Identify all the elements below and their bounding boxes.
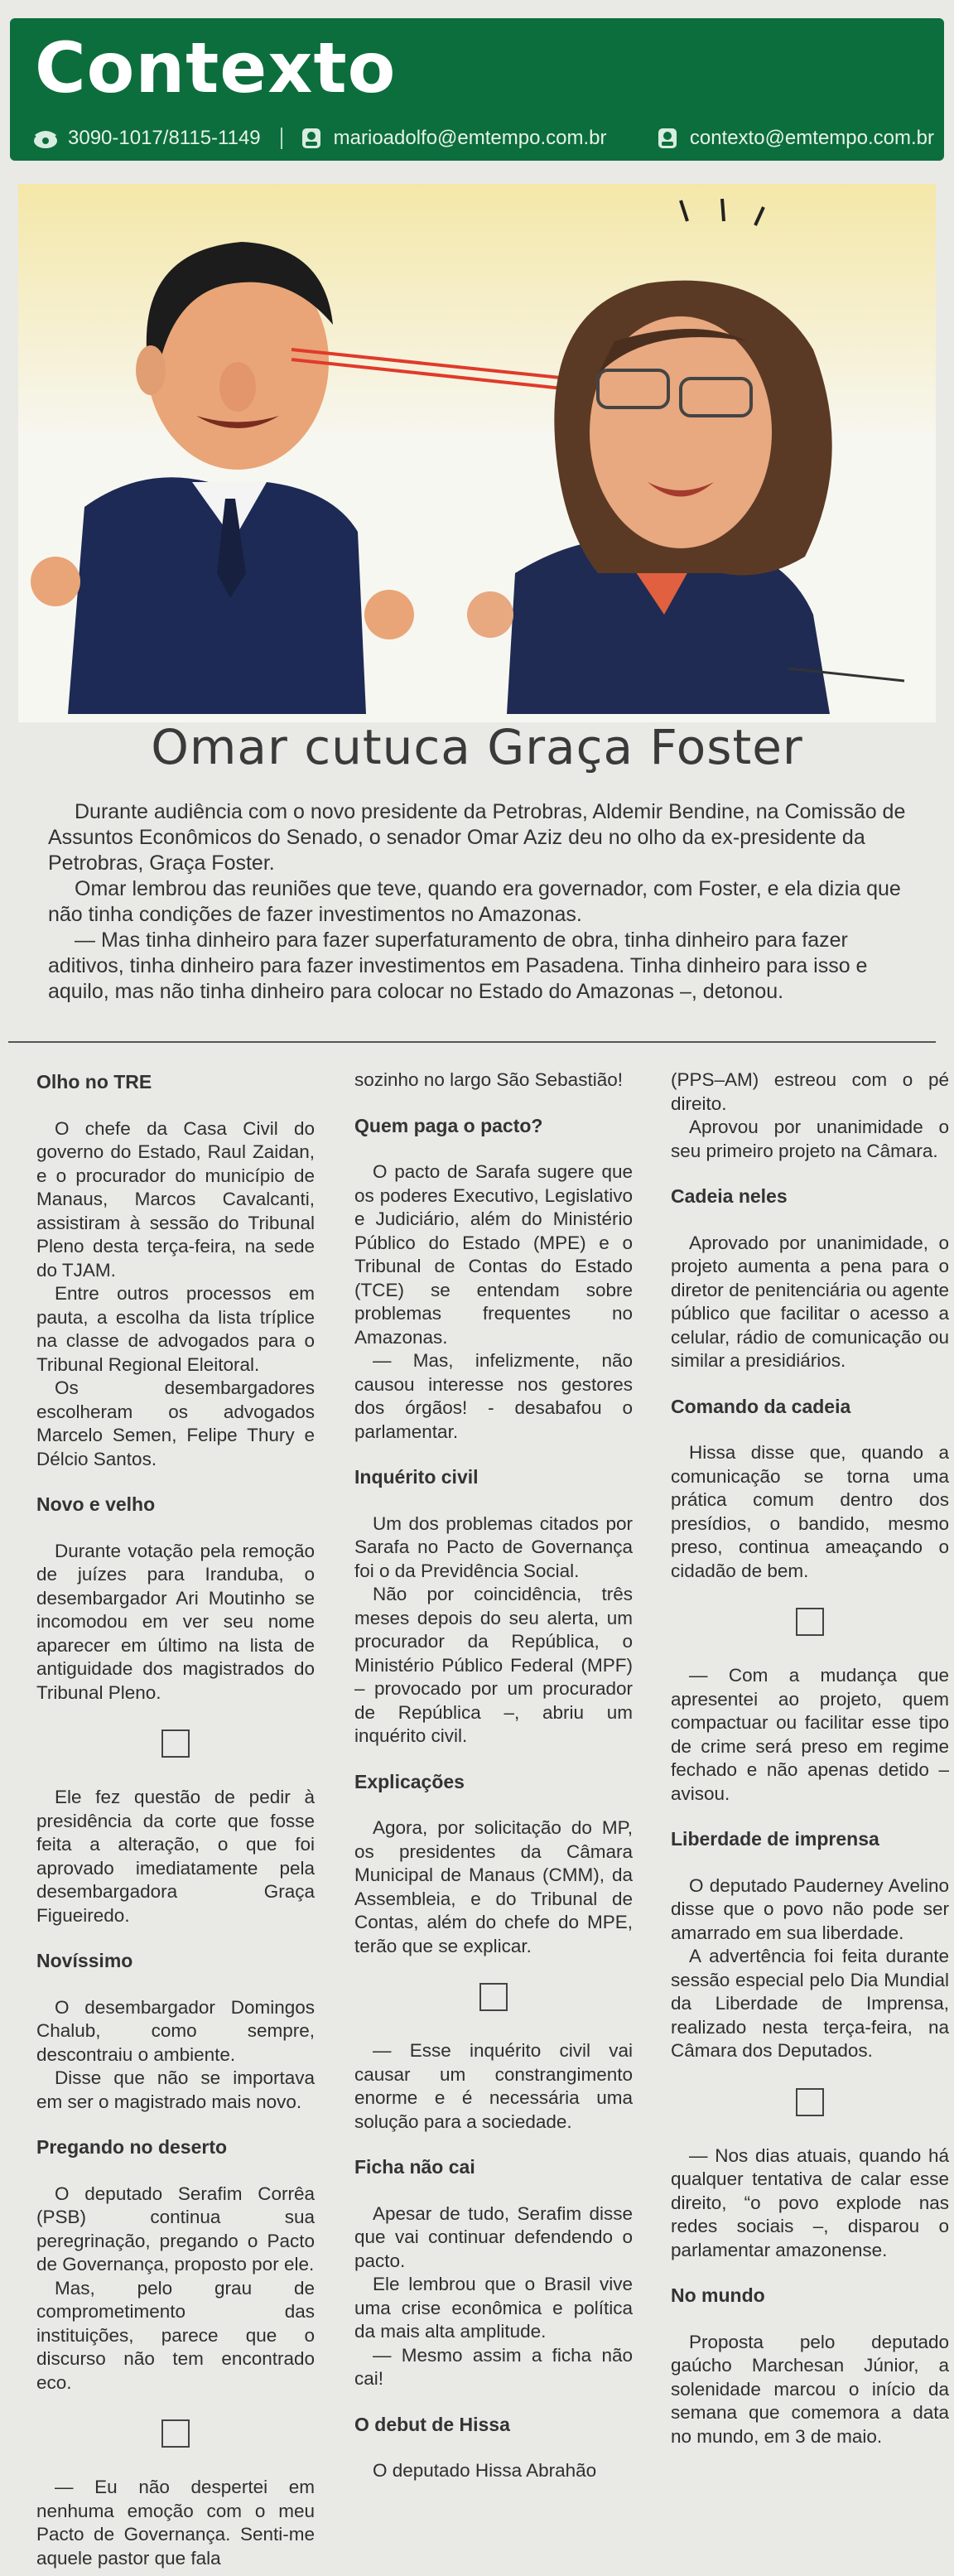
section-box-ornament [796,1608,824,1636]
section-box-ornament [161,2419,190,2448]
subhead-explicacoes: Explicações [354,1770,465,1792]
section-box-ornament [479,1983,508,2011]
intro-paragraph: Durante audiência com o novo presidente da Petrobras, Aldemir Bendine, na Comissão de Assuntos Econômicos do Senado, o senador Omar Aziz deu no olho da ex-presidente da Petrobras, Graça Foster. [48,800,906,875]
section-divider [8,1041,936,1043]
intro-paragraph: — Mas tinha dinheiro para fazer superfaturamento de obra, tinha dinheiro para fazer aditivos, tinha dinheiro para fazer investimentos em Pasadena. Tinha dinheiro para isso e aquilo, mas não tinha dinheiro para colocar no Estado do Amazonas –, detonou. [48,929,868,1003]
paragraph: O pacto de Sarafa sugere que os poderes Executivo, Legislativo e Judiciário, além do Ministério Público do Estado (MPE) e o Tribunal de Contas do Estado (TCE) se entendam sobre problemas frequentes no Amazonas. [354,1161,633,1348]
email-contact-1 [297,127,607,150]
paragraph: Proposta pelo deputado gaúcho Marchesan Júnior, a solenidade marcou o início da semana que comemora a data no mundo, em 3 de maio. [671,2331,949,2447]
paragraph: — Esse inquérito civil vai causar um constrangimento enorme e é necessária uma solução para a sociedade. [354,2040,633,2132]
subhead-novissimo: Novíssimo [36,1950,133,1971]
email-contact-2 [653,127,934,150]
paragraph: Disse que não se importava em ser o magistrado mais novo. [36,2067,315,2112]
paragraph-continued: (PPS–AM) estreou com o pé direito. [671,1069,949,1114]
section-box-ornament [161,1729,190,1758]
caricature-drawing [18,184,936,722]
user-icon [297,127,325,150]
paragraph: Agora, por solicitação do MP, os presidentes da Câmara Municipal de Manaus (CMM), da Assembleia, e do Tribunal de Contas, além do chefe do MPE, terão que se explicar. [354,1817,633,1956]
paragraph: O deputado Pauderney Avelino disse que o povo não pode ser amarrado em sua liberdade. [671,1874,949,1943]
paragraph-continued: sozinho no largo São Sebastião! [354,1069,623,1090]
column-1 [36,1069,315,2570]
email-link-2[interactable]: contexto@emtempo.com.br [689,127,934,149]
subhead-o-debut-de-hissa: O debut de Hissa [354,2413,510,2435]
paragraph: — Nos dias atuais, quando há qualquer tentativa de calar esse direito, “o povo explode nas redes sociais –, disparou o parlamentar amazonense. [671,2144,949,2260]
paragraph: Durante votação pela remoção de juízes para Iranduba, o desembargador Ari Moutinho se incomodou em ver seu nome aparecer em último na lista de antiguidade dos magistrados do Tribunal Pleno. [36,1540,315,1703]
subhead-novo-e-velho: Novo e velho [36,1493,156,1515]
subhead-olho-no-tre: Olho no TRE [36,1071,152,1093]
subhead-pregando-no-deserto: Pregando no deserto [36,2136,228,2158]
phone-icon [31,127,60,150]
paragraph: Ele lembrou que o Brasil vive uma crise econômica e política da mais alta amplitude. [354,2274,633,2342]
paragraph: — Mas, infelizmente, não causou interesse nos gestores dos órgãos! - desabafou o parlamentar. [354,1350,633,1442]
paragraph: Apesar de tudo, Serafim disse que vai continuar defendendo o pacto. [354,2202,633,2271]
subhead-inquerito-civil: Inquérito civil [354,1466,479,1488]
paragraph: Mas, pelo grau de comprometimento das instituições, parece que o discurso não tem encontrado eco. [36,2277,315,2393]
phone-contact [31,127,261,150]
paragraph: — Mesmo assim a ficha não cai! [354,2344,633,2389]
user-icon [653,127,682,150]
paragraph: A advertência foi feita durante sessão especial pelo Dia Mundial da Liberdade de Imprensa, realizado nesta terça-feira, na Câmara dos Deputados. [671,1946,949,2061]
paragraph: Um dos problemas citados por Sarafa no Pacto de Governança foi o da Previdência Social. [354,1512,633,1581]
section-header [10,18,944,161]
paragraph: Aprovou por unanimidade o seu primeiro projeto na Câmara. [671,1117,949,1161]
subhead-comando-da-cadeia: Comando da cadeia [671,1395,851,1417]
article-intro [48,799,919,1005]
paragraph: Aprovado por unanimidade, o projeto aumenta a pena para o diretor de penitenciária ou agente público que facilitar o acesso a celular, rádio de comunicação ou similar a presidiários. [671,1232,949,1371]
phone-number: 3090-1017/8115-1149 [68,127,261,149]
paragraph: — Com a mudança que apresentei ao projeto, quem compactuar ou facilitar esse tipo de crime será preso em regime fechado e não apenas detido – avisou. [671,1665,949,1804]
paragraph: O desembargador Domingos Chalub, como sempre, descontraiu o ambiente. [36,1996,315,2065]
contact-bar [31,124,934,152]
paragraph: Entre outros processos em pauta, a escolha da lista tríplice na classe de advogados para o Tribunal Regional Eleitoral. [36,1283,315,1375]
subhead-quem-paga-o-pacto: Quem paga o pacto? [354,1114,543,1136]
subhead-cadeia-neles: Cadeia neles [671,1185,788,1207]
intro-paragraph: Omar lembrou das reuniões que teve, quando era governador, com Foster, e ela dizia que não tinha condições de fazer investimentos no Amazonas. [48,877,901,926]
article-headline: Omar cutuca Graça Foster [151,719,803,775]
paragraph: — Eu não despertei em nenhuma emoção com o meu Pacto de Governança. Senti-me aquele pastor que fala [36,2477,315,2569]
column-2 [354,1069,633,2483]
paragraph: O deputado Hissa Abrahão [373,2460,597,2481]
paragraph: Ele fez questão de pedir à presidência da corte que fosse feita a alteração, o que foi aprovado imediatamente pela desembargadora Graça Figueiredo. [36,1787,315,1926]
section-title: Contexto [35,27,397,109]
paragraph: Os desembargadores escolheram os advogados Marcelo Semen, Felipe Thury e Délcio Santos. [36,1377,315,1469]
subhead-ficha-nao-cai: Ficha não cai [354,2156,475,2178]
contact-divider [281,128,282,149]
email-link-1[interactable]: marioadolfo@emtempo.com.br [333,127,607,149]
paragraph: Hissa disse que, quando a comunicação se torna uma prática comum dentro dos presídios, o bandido, mesmo preso, continua ameaçando o cidadão de bem. [671,1442,949,1581]
subhead-liberdade-de-imprensa: Liberdade de imprensa [671,1828,879,1850]
column-3 [671,1069,949,2448]
caricature-illustration [18,184,936,722]
paragraph: Não por coincidência, três meses depois do seu alerta, um procurador da República, o Ministério Público Federal (MPF) – provocado por um procurador de República –, abriu um inquérito civil. [354,1584,633,1746]
subhead-no-mundo: No mundo [671,2284,765,2306]
section-box-ornament [796,2088,824,2116]
paragraph: O deputado Serafim Corrêa (PSB) continua sua peregrinação, pregando o Pacto de Governança, proposto por ele. [36,2183,315,2275]
paragraph: O chefe da Casa Civil do governo do Estado, Raul Zaidan, e o procurador do município de Manaus, Marcos Cavalcanti, assistiram à sessão do Tribunal Pleno desta terça-feira, na sede do TJAM. [36,1117,315,1281]
